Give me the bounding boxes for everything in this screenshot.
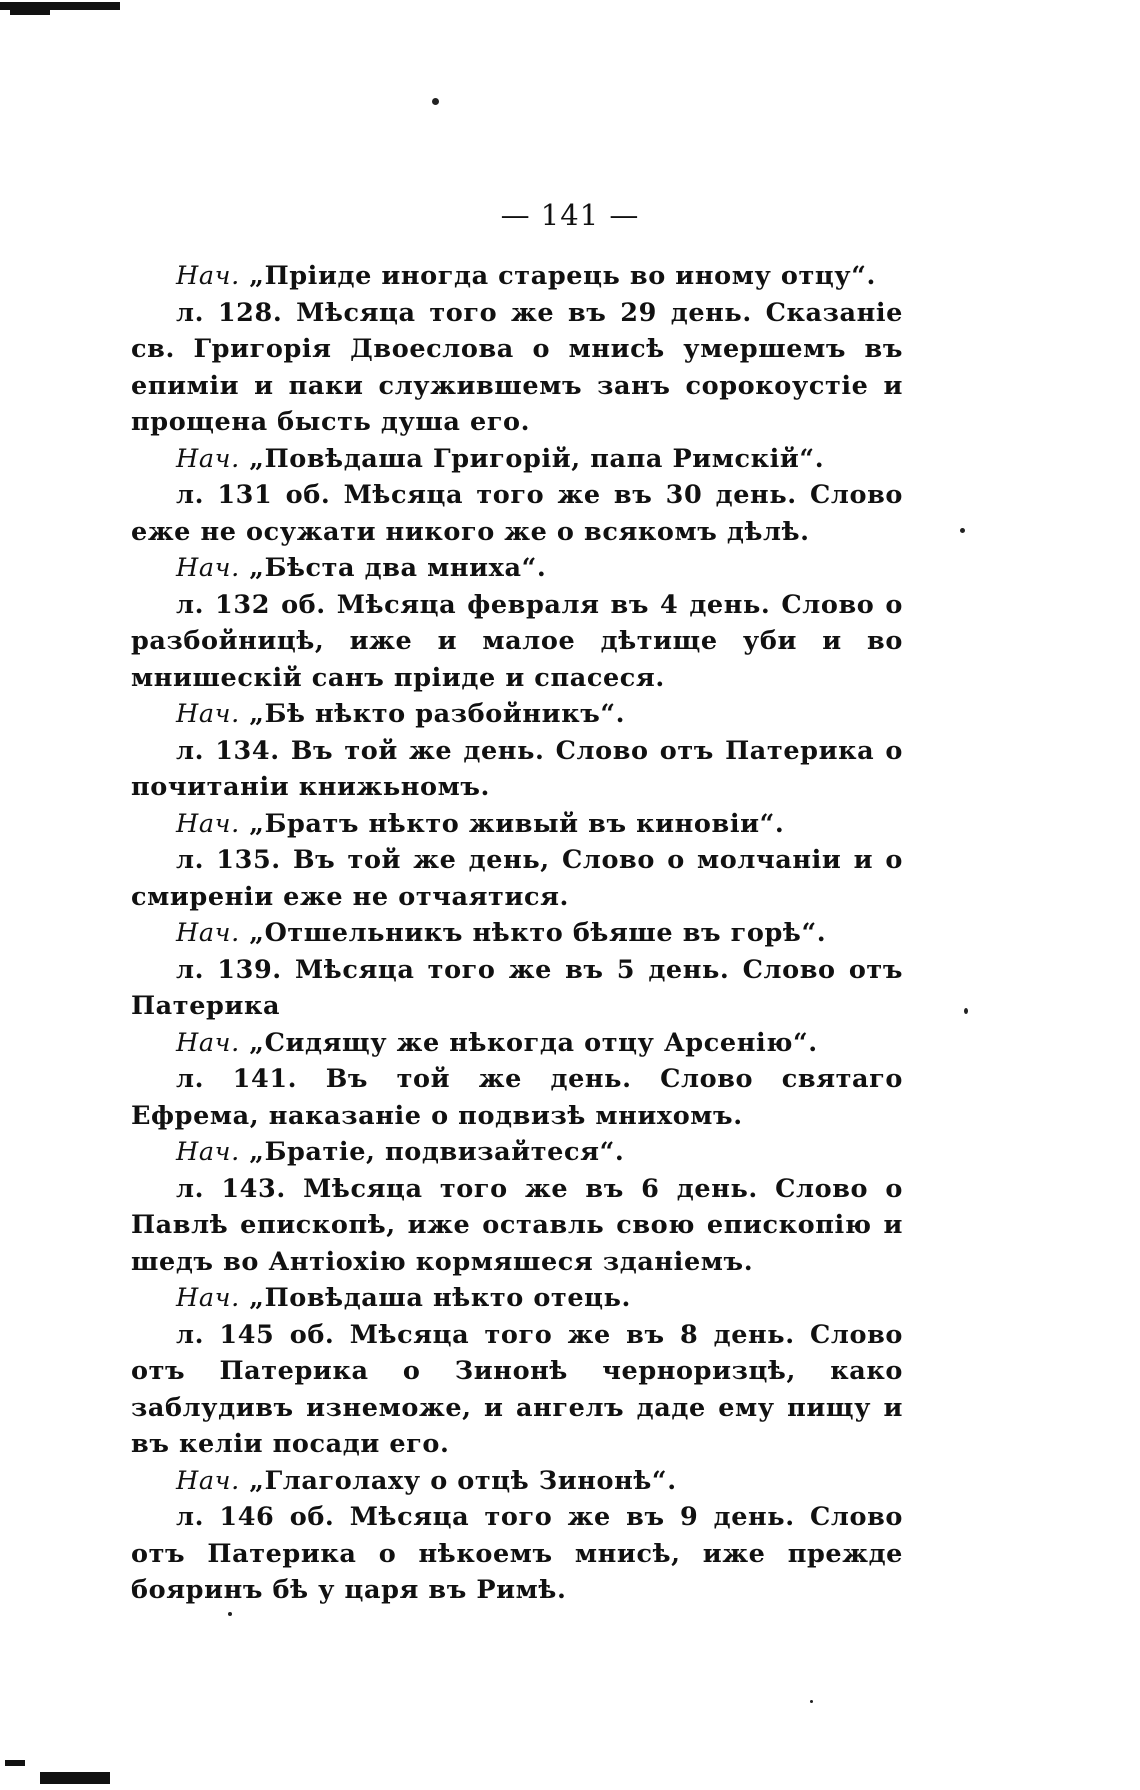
incipit-paragraph — [131, 1280, 903, 1317]
incipit-paragraph — [131, 915, 903, 952]
scan-speck — [432, 98, 439, 105]
entry-paragraph: л. 145 об. Мѣсяца того же въ 8 день. Слово отъ Патерика о Зинонѣ черноризцѣ, како заблудивъ изнеможе, и ангелъ даде ему пищу и въ келіи посади его. — [131, 1319, 903, 1459]
scan-mark-bottom-left-2 — [5, 1760, 25, 1766]
incipit-text: „Отшельникъ нѣкто бѣяше въ горѣ“. — [249, 918, 827, 948]
entry-paragraph: л. 146 об. Мѣсяца того же въ 9 день. Слово отъ Патерика о нѣкоемъ мнисѣ, иже прежде бояринъ бѣ у царя въ Римѣ. — [131, 1502, 903, 1605]
entry-paragraph: л. 135. Въ той же день, Слово о молчаніи и о смиреніи еже не отчаятися. — [131, 845, 903, 912]
incipit-text: „Пріиде иногда старець во иному отцу“. — [249, 261, 876, 291]
incipit-label: Нач. — [176, 699, 240, 729]
scan-mark-bottom-left — [40, 1772, 110, 1784]
entry-paragraph: л. 128. Мѣсяца того же въ 29 день. Сказаніе св. Григорія Двоеслова о мнисѣ умершемъ въ епиміи и паки служившемъ занъ сорокоустіе и прощена бысть душа его. — [131, 297, 903, 437]
incipit-paragraph — [131, 441, 903, 478]
incipit-paragraph — [131, 1463, 903, 1500]
incipit-text: „Сидящу же нѣкогда отцу Арсенію“. — [249, 1027, 818, 1058]
incipit-text: „Глаголаху о отцѣ Зинонѣ“. — [249, 1465, 677, 1496]
incipit-label: Нач. — [176, 808, 240, 839]
incipit-label: Нач. — [176, 261, 240, 291]
text-body — [131, 258, 903, 1609]
incipit-paragraph — [131, 1025, 903, 1062]
entry-paragraph: л. 139. Мѣсяца того же въ 5 день. Слово отъ Патерика — [131, 954, 903, 1021]
scan-speck — [810, 1700, 813, 1703]
incipit-label: Нач. — [176, 1283, 240, 1313]
incipit-label: Нач. — [176, 443, 240, 474]
incipit-label: Нач. — [176, 553, 240, 583]
scan-speck — [228, 1612, 232, 1616]
incipit-text: „Бѣ нѣкто разбойникъ“. — [249, 699, 626, 729]
page-number: — 141 — — [500, 198, 640, 232]
incipit-paragraph — [131, 258, 903, 295]
scan-speck — [964, 1008, 968, 1014]
incipit-paragraph — [131, 1134, 903, 1171]
incipit-paragraph — [131, 550, 903, 587]
entry-paragraph: л. 132 об. Мѣсяца февраля въ 4 день. Слово о разбойницѣ, иже и малое дѣтище уби и во мнишескій санъ пріиде и спасеся. — [131, 589, 903, 693]
entry-paragraph: л. 131 об. Мѣсяца того же въ 30 день. Слово еже не осужати никого же о всякомъ дѣлѣ. — [131, 480, 903, 547]
scan-mark-top-left — [0, 2, 120, 10]
incipit-label: Нач. — [176, 1027, 240, 1058]
entry-paragraph: л. 143. Мѣсяца того же въ 6 день. Слово о Павлѣ епископѣ, иже оставль свою епископію и шедъ во Антіохію кормяшеся зданіемъ. — [131, 1173, 903, 1277]
entry-paragraph: л. 141. Въ той же день. Слово святаго Ефрема, наказаніе о подвизѣ мнихомъ. — [131, 1064, 903, 1131]
incipit-text: „Повѣдаша Григорій, папа Римскій“. — [249, 443, 825, 474]
incipit-text: „Братъ нѣкто живый въ киновіи“. — [249, 808, 785, 839]
incipit-text: „Повѣдаша нѣкто отець. — [249, 1283, 631, 1313]
entry-paragraph: л. 134. Въ той же день. Слово отъ Патерика о почитаніи книжьномъ. — [131, 735, 903, 802]
scan-mark-top-left-2 — [10, 10, 50, 15]
incipit-paragraph — [131, 806, 903, 843]
incipit-label: Нач. — [176, 918, 240, 948]
incipit-text: „Бѣста два мниха“. — [249, 553, 547, 583]
incipit-paragraph — [131, 696, 903, 733]
incipit-label: Нач. — [176, 1465, 240, 1496]
incipit-text: „Братіе, подвизайтеся“. — [249, 1137, 625, 1167]
scan-speck — [960, 528, 965, 533]
incipit-label: Нач. — [176, 1137, 240, 1167]
